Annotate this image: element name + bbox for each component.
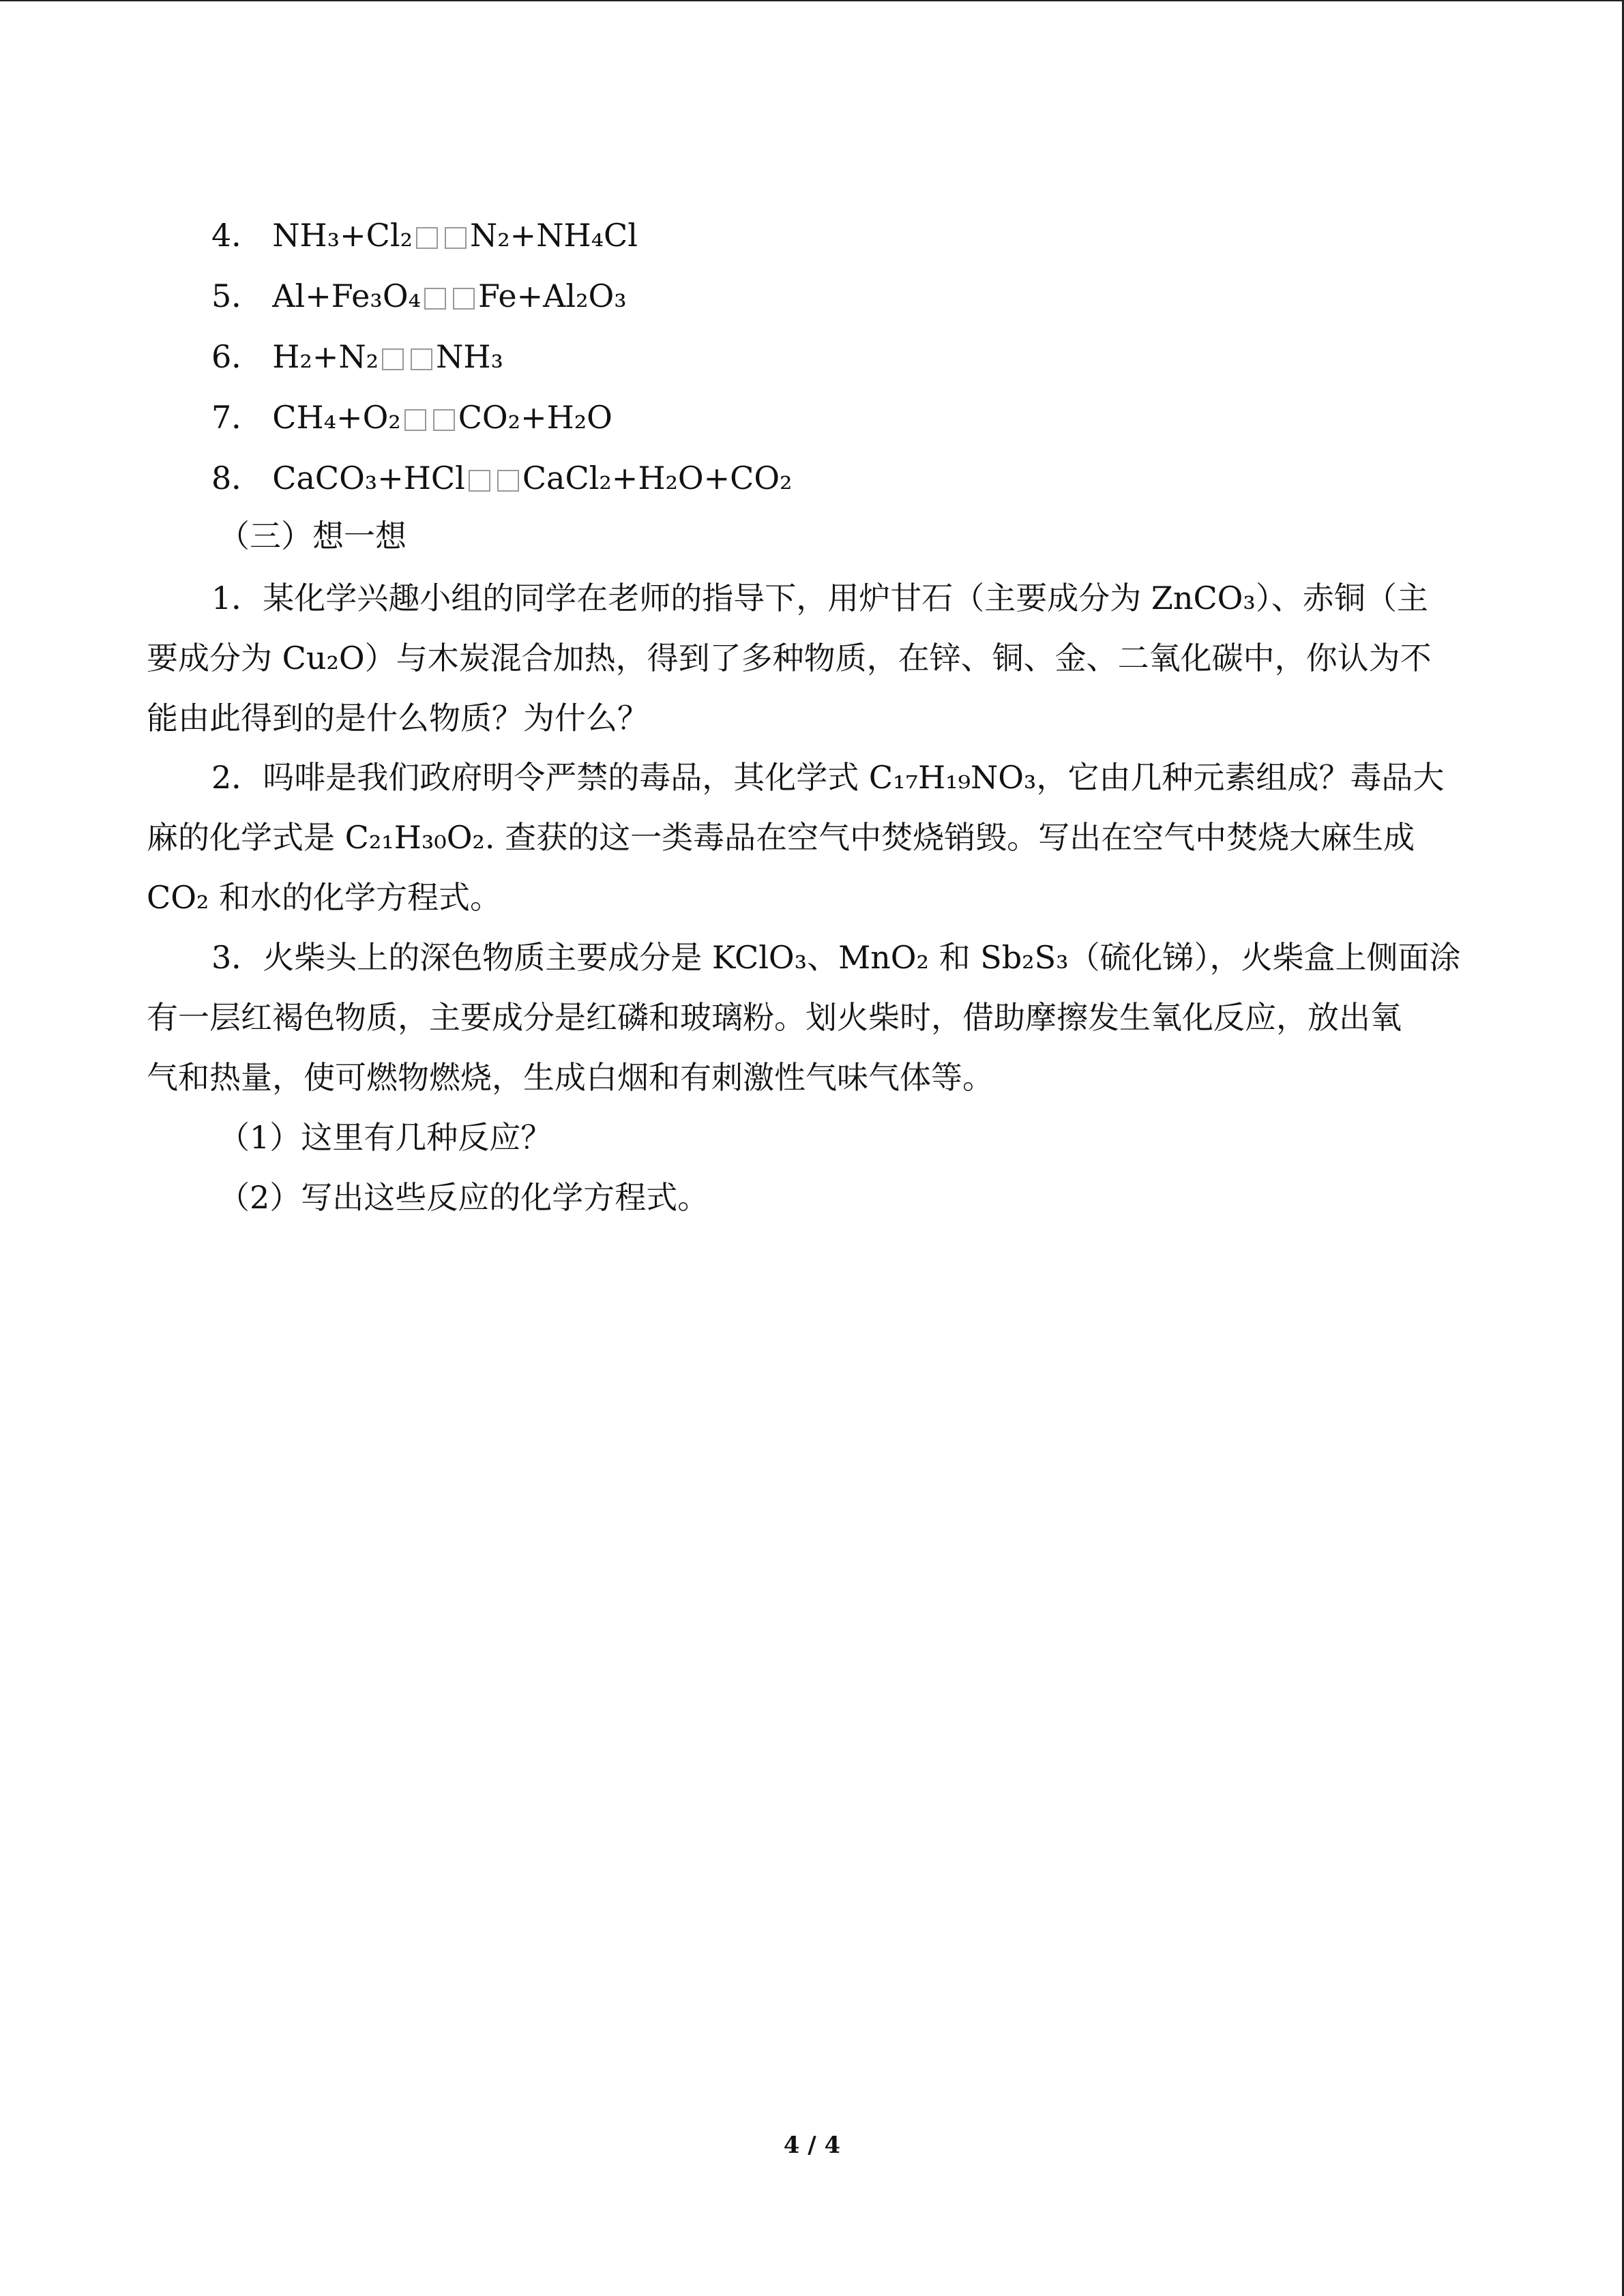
question-2-line-2: 麻的化学式是 C₂₁H₃₀O₂. 查获的这一类毒品在空气中焚烧销毁。写出在空气中焚烧大麻生成	[147, 819, 1415, 856]
equation-number: 4．	[211, 217, 263, 254]
blank-box	[445, 227, 467, 249]
blank-box	[411, 348, 432, 370]
equation-reactants: CH₄+O₂	[272, 399, 401, 436]
equation-products: NH₃	[436, 338, 503, 375]
question-3-sub-1: （1）这里有几种反应？	[218, 1119, 552, 1156]
question-1-line-2: 要成分为 Cu₂O）与木炭混合加热，得到了多种物质，在锌、铜、金、二氧化碳中，你认为不	[147, 640, 1432, 676]
blank-box	[469, 470, 490, 492]
equation-number: 6．	[211, 338, 263, 375]
question-3-line-3: 气和热量，使可燃物燃烧，生成白烟和有刺激性气味气体等。	[147, 1059, 994, 1096]
question-1-line-3: 能由此得到的是什么物质？为什么？	[147, 700, 649, 736]
equation-8	[211, 458, 793, 498]
equation-products: N₂+NH₄Cl	[469, 217, 638, 254]
question-1-line-1: 1．某化学兴趣小组的同学在老师的指导下，用炉甘石（主要成分为 ZnCO₃）、赤铜（主	[211, 580, 1428, 616]
blank-box	[416, 227, 438, 249]
question-2-line-1: 2．吗啡是我们政府明令严禁的毒品，其化学式 C₁₇H₁₉NO₃，它由几种元素组成？毒品大	[211, 759, 1445, 796]
blank-box	[404, 409, 426, 431]
equation-products: CaCl₂+H₂O+CO₂	[522, 460, 793, 496]
equation-number: 8．	[211, 460, 263, 496]
question-3-line-2: 有一层红褐色物质，主要成分是红磷和玻璃粉。划火柴时，借助摩擦发生氧化反应，放出氧	[147, 999, 1402, 1036]
question-3-sub-2: （2）写出这些反应的化学方程式。	[218, 1179, 709, 1216]
equation-reactants: H₂+N₂	[272, 338, 379, 375]
equation-products: Fe+Al₂O₃	[477, 278, 627, 314]
blank-box	[424, 288, 446, 310]
equation-6	[211, 336, 503, 377]
blank-box	[433, 409, 455, 431]
blank-box	[497, 470, 519, 492]
equation-7	[211, 397, 612, 438]
question-2-line-3: CO₂ 和水的化学方程式。	[147, 879, 501, 916]
question-3-line-1: 3．火柴头上的深色物质主要成分是 KClO₃、MnO₂ 和 Sb₂S₃（硫化锑），火柴盒上侧面涂	[211, 939, 1461, 976]
equation-number: 7．	[211, 399, 263, 436]
equation-4	[211, 215, 638, 256]
equation-5	[211, 275, 627, 316]
equation-reactants: CaCO₃+HCl	[272, 460, 465, 496]
blank-box	[453, 288, 475, 310]
blank-box	[382, 348, 404, 370]
page-top-border	[0, 0, 1624, 1]
equation-products: CO₂+H₂O	[458, 399, 612, 436]
equation-reactants: NH₃+Cl₂	[272, 217, 413, 254]
equation-reactants: Al+Fe₃O₄	[272, 278, 421, 314]
equation-number: 5．	[211, 278, 263, 314]
page-number: 4 / 4	[783, 2132, 841, 2159]
section-heading: （三）想一想	[218, 518, 407, 554]
